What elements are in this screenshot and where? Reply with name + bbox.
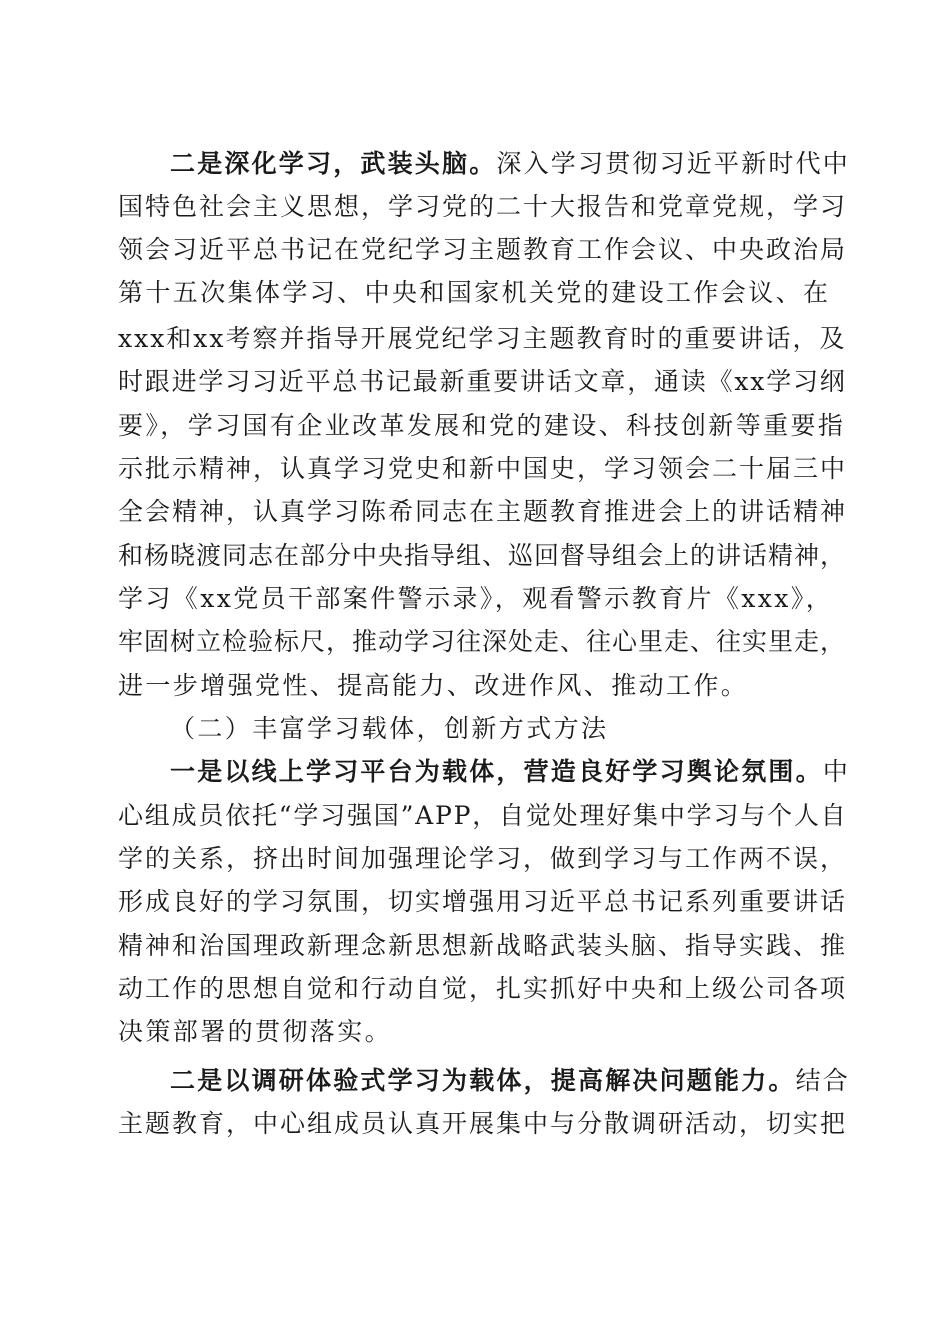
section-heading: （二）丰富学习载体，创新方式方法 — [170, 714, 609, 743]
paragraph-1-line-7: 要》，学习国有企业改革发展和党的建设、科技创新等重要指 — [118, 411, 846, 440]
paragraph-2-line-1 — [170, 754, 850, 790]
paragraph-1-line-12: 牢固树立检验标尺，推动学习往深处走、往心里走、往实里走， — [118, 627, 847, 656]
paragraph-1-line-2: 国特色社会主义思想，学习党的二十大报告和党章党规，学习 — [118, 192, 848, 221]
paragraph-2-line-3: 学的关系，挤出时间加强理论学习，做到学习与工作两不误， — [118, 844, 848, 873]
paragraph-3-line-1 — [170, 1063, 850, 1099]
paragraph-1-line-9: 全会精神，认真学习陈希同志在主题教育推进会上的讲话精神 — [118, 497, 848, 526]
paragraph-1-line-13: 进一步增强党性、提高能力、改进作风、推动工作。 — [118, 671, 749, 700]
paragraph-1-line-10: 和杨晓渡同志在部分中央指导组、巡回督导组会上的讲话精神， — [118, 541, 847, 570]
paragraph-1-line-3: 领会习近平总书记在党纪学习主题教育工作会议、中央政治局 — [118, 235, 848, 264]
paragraph-3-line-1-rest: 结合 — [795, 1066, 851, 1095]
paragraph-2-line-4: 形成良好的学习氛围，切实增强用习近平总书记系列重要讲话 — [118, 887, 848, 916]
paragraph-1-line-1 — [170, 146, 850, 182]
paragraph-1-line-1-rest: 深入学习贯彻习近平新时代中 — [496, 149, 851, 178]
paragraph-1-line-6: 时跟进学习习近平总书记最新重要讲话文章，通读《xx学习纲 — [118, 367, 847, 396]
paragraph-2-line-2: 心组成员依托“学习强国”APP，自觉处理好集中学习与个人自 — [118, 801, 848, 830]
paragraph-2-line-7: 决策部署的贯彻落实。 — [118, 1017, 393, 1046]
paragraph-1-line-11: 学习《xx党员干部案件警示录》，观看警示教育片《xxx》， — [118, 584, 834, 613]
paragraph-3-line-2: 主题教育，中心组成员认真开展集中与分散调研活动，切实把 — [118, 1109, 848, 1138]
paragraph-1-bold-lead: 二是深化学习，武装头脑。 — [170, 149, 497, 178]
paragraph-1-line-4: 第十五次集体学习、中央和国家机关党的建设工作会议、在 — [118, 278, 831, 307]
paragraph-2-bold-lead: 一是以线上学习平台为载体，营造良好学习舆论氛围。 — [170, 757, 823, 786]
paragraph-3-bold-lead: 二是以调研体验式学习为载体，提高解决问题能力。 — [170, 1066, 796, 1095]
paragraph-2-line-1-rest: 中 — [822, 757, 851, 786]
paragraph-1-line-8: 示批示精神，认真学习党史和新中国史，学习领会二十届三中 — [118, 454, 848, 483]
paragraph-1-line-5: xxx和xx考察并指导开展党纪学习主题教育时的重要讲话，及 — [118, 324, 847, 353]
paragraph-2-line-6: 动工作的思想自觉和行动自觉，扎实抓好中央和上级公司各项 — [118, 974, 848, 1003]
paragraph-2-line-5: 精神和治国理政新理念新思想新战略武装头脑、指导实践、推 — [118, 931, 848, 960]
